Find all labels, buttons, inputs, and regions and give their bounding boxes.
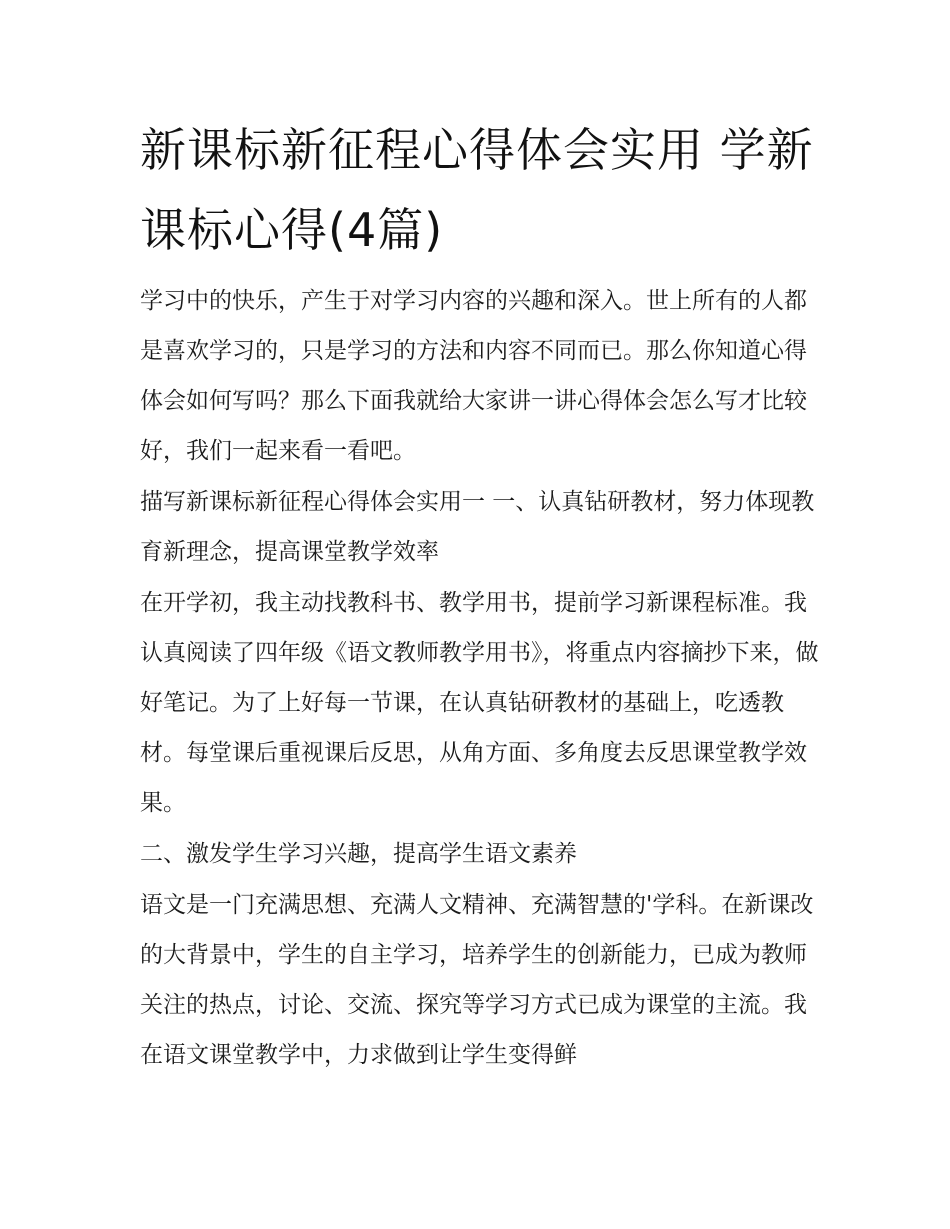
paragraph-section-two-body: 语文是一门充满思想、充满人文精神、充满智慧的'学科。在新课改的大背景中，学生的自主学习，培养学生的创新能力，已成为教师关注的热点，讨论、交流、探究等学习方式已成为课堂的主流。我在语文课堂教学中，力求做到让学生变得鲜	[140, 892, 814, 1068]
paragraph-section-one-body: 在开学初，我主动找教科书、教学用书，提前学习新课程标准。我认真阅读了四年级《语文教师教学用书》，将重点内容摘抄下来，做好笔记。为了上好每一节课，在认真钻研教材的基础上，吃透教材。每堂课后重视课后反思，从角方面、多角度去反思课堂教学效果。	[140, 590, 819, 816]
paragraph-intro: 学习中的快乐，产生于对学习内容的兴趣和深入。世上所有的人都是喜欢学习的，只是学习的方法和内容不同而已。那么你知道心得体会如何写吗？那么下面我就给大家讲一讲心得体会怎么写才比较好，我们一起来看一看吧。	[140, 288, 807, 464]
document-body	[140, 276, 820, 1081]
paragraph-section-one-heading: 描写新课标新征程心得体会实用一 一、认真钻研教材，努力体现教育新理念，提高课堂教学效率	[140, 489, 815, 565]
paragraph-section-two-heading: 二、激发学生学习兴趣，提高学生语文素养	[140, 841, 577, 867]
document-title: 新课标新征程心得体会实用 学新课标心得(4篇)	[140, 123, 814, 257]
